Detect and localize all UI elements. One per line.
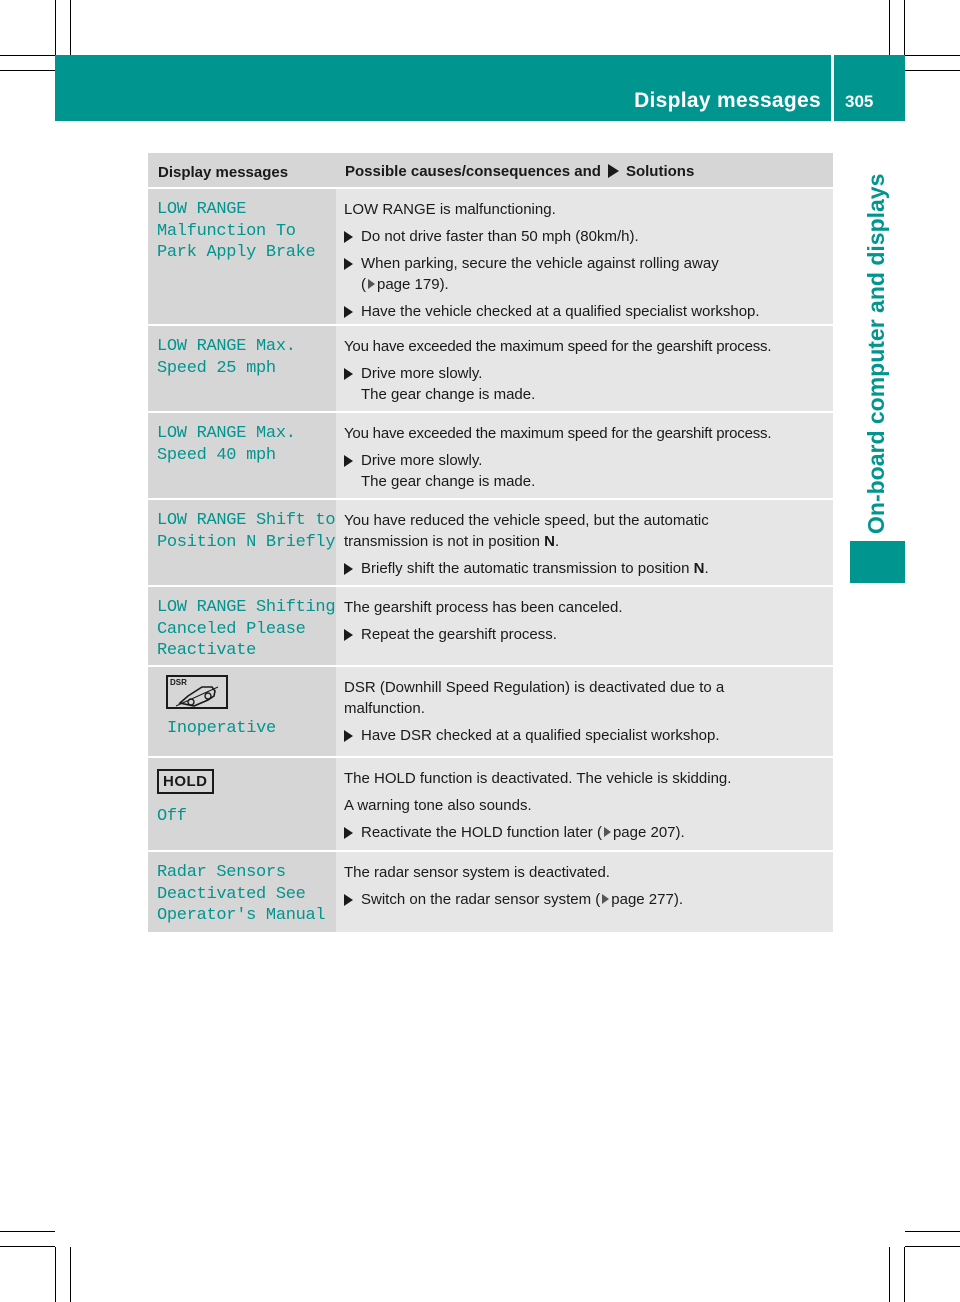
crop-mark bbox=[70, 1247, 71, 1302]
display-message: LOW RANGE Shift to Position N Briefly bbox=[157, 511, 336, 552]
display-message: Radar Sensors Deactivated See Operator's Manual bbox=[157, 863, 326, 925]
message-cell bbox=[148, 587, 336, 665]
step-arrow-icon bbox=[344, 363, 361, 405]
cause-text: The radar sensor system is deactivated. bbox=[344, 864, 610, 881]
solution-step: Reactivate the HOLD function later ( page 207). bbox=[344, 822, 833, 843]
page-reference[interactable]: page 277). bbox=[611, 891, 683, 908]
crop-mark bbox=[0, 55, 55, 56]
step-arrow-icon bbox=[344, 226, 361, 247]
step-arrow-icon bbox=[344, 558, 361, 579]
solution-cell bbox=[336, 413, 833, 498]
side-tab-label: On-board computer and displays bbox=[863, 173, 889, 534]
solution-cell bbox=[336, 189, 833, 324]
message-cell bbox=[148, 758, 336, 850]
cause-text: You have exceeded the maximum speed for the gearshift process. bbox=[344, 425, 772, 442]
table-header bbox=[148, 153, 833, 189]
step-arrow-icon bbox=[344, 725, 361, 746]
crop-mark bbox=[0, 1231, 55, 1232]
side-tab bbox=[850, 121, 905, 536]
cause-text: The HOLD function is deactivated. The vehicle is skidding. bbox=[344, 770, 732, 787]
dsr-icon-label: DSR bbox=[170, 678, 187, 687]
hold-icon: HOLD bbox=[157, 769, 214, 794]
step-arrow-icon bbox=[344, 889, 361, 910]
solution-cell bbox=[336, 667, 833, 756]
table-row bbox=[148, 413, 833, 500]
column-header-solutions-label: Solutions bbox=[625, 162, 695, 180]
display-messages-table bbox=[148, 153, 833, 932]
display-message: LOW RANGE Max. Speed 40 mph bbox=[157, 424, 296, 465]
header-divider bbox=[831, 55, 834, 121]
message-cell bbox=[148, 667, 336, 756]
page-ref-icon bbox=[604, 827, 611, 837]
display-message: Off bbox=[157, 807, 187, 826]
solution-cell bbox=[336, 326, 833, 411]
table-row bbox=[148, 326, 833, 413]
column-header-causes-label: Possible causes/consequences and bbox=[345, 162, 601, 180]
dsr-vehicle-icon bbox=[166, 675, 228, 709]
display-message: LOW RANGE Shifting Canceled Please Reactivate bbox=[157, 598, 336, 660]
solution-step: Switch on the radar sensor system ( page 277). bbox=[344, 889, 833, 910]
solution-step: Repeat the gearshift process. bbox=[344, 624, 833, 645]
step-arrow-icon bbox=[344, 822, 361, 843]
column-header-messages: Display messages bbox=[158, 164, 289, 181]
crop-mark bbox=[0, 70, 55, 71]
display-message: Inoperative bbox=[167, 719, 276, 738]
table-row bbox=[148, 587, 833, 667]
solution-cell bbox=[336, 500, 833, 585]
cause-text: You have reduced the vehicle speed, but the automatic transmission is not in position N. bbox=[344, 512, 709, 550]
crop-mark bbox=[55, 0, 56, 55]
page-reference[interactable]: page 179). bbox=[377, 276, 449, 293]
solution-step: Have DSR checked at a qualified specialist workshop. bbox=[344, 725, 833, 746]
solution-cell bbox=[336, 758, 833, 850]
solution-cell bbox=[336, 587, 833, 665]
solution-cell bbox=[336, 852, 833, 932]
crop-mark bbox=[889, 0, 890, 55]
cause-text: A warning tone also sounds. bbox=[344, 797, 532, 814]
page-ref-icon bbox=[602, 894, 609, 904]
page-title: Display messages bbox=[634, 89, 821, 112]
table-row bbox=[148, 758, 833, 852]
page-header bbox=[55, 55, 905, 121]
message-cell bbox=[148, 326, 336, 411]
table-row bbox=[148, 500, 833, 587]
table-row bbox=[148, 189, 833, 326]
solution-step: Briefly shift the automatic transmission to position N. bbox=[344, 558, 833, 579]
cause-text: LOW RANGE is malfunctioning. bbox=[344, 201, 556, 218]
display-message: LOW RANGE Max. Speed 25 mph bbox=[157, 337, 296, 378]
table-row bbox=[148, 852, 833, 932]
page-number: 305 bbox=[845, 92, 874, 111]
crop-mark bbox=[905, 70, 960, 71]
message-cell bbox=[148, 413, 336, 498]
crop-mark bbox=[904, 1247, 905, 1302]
table-row bbox=[148, 667, 833, 758]
cause-text: You have exceeded the maximum speed for the gearshift process. bbox=[344, 338, 772, 355]
message-cell bbox=[148, 852, 336, 932]
page-ref-icon bbox=[368, 279, 375, 289]
solution-step: Drive more slowly. The gear change is made. bbox=[344, 363, 829, 405]
crop-mark bbox=[905, 55, 960, 56]
crop-mark bbox=[904, 0, 905, 55]
step-arrow-icon bbox=[344, 253, 361, 295]
crop-mark bbox=[905, 1231, 960, 1232]
solution-step: Drive more slowly. The gear change is made. bbox=[344, 450, 829, 492]
cause-text: The gearshift process has been canceled. bbox=[344, 599, 623, 616]
message-cell bbox=[148, 500, 336, 585]
column-header-causes bbox=[336, 153, 833, 189]
arrow-right-icon bbox=[608, 164, 619, 178]
solution-step: Have the vehicle checked at a qualified specialist workshop. bbox=[344, 301, 833, 322]
display-message: LOW RANGE Malfunction To Park Apply Brake bbox=[157, 200, 316, 262]
step-arrow-icon bbox=[344, 301, 361, 322]
page-reference[interactable]: page 207). bbox=[612, 824, 685, 841]
side-tab-marker bbox=[850, 541, 905, 583]
solution-step: When parking, secure the vehicle against rolling away ( page 179). bbox=[344, 253, 833, 295]
message-cell bbox=[148, 189, 336, 324]
crop-mark bbox=[889, 1247, 890, 1302]
cause-text: DSR (Downhill Speed Regulation) is deactivated due to a malfunction. bbox=[344, 679, 725, 717]
crop-mark bbox=[55, 1247, 56, 1302]
step-arrow-icon bbox=[344, 624, 361, 645]
solution-step: Do not drive faster than 50 mph (80km/h). bbox=[344, 226, 833, 247]
crop-mark bbox=[70, 0, 71, 55]
step-arrow-icon bbox=[344, 450, 361, 492]
crop-mark bbox=[0, 1246, 55, 1247]
crop-mark bbox=[905, 1246, 960, 1247]
